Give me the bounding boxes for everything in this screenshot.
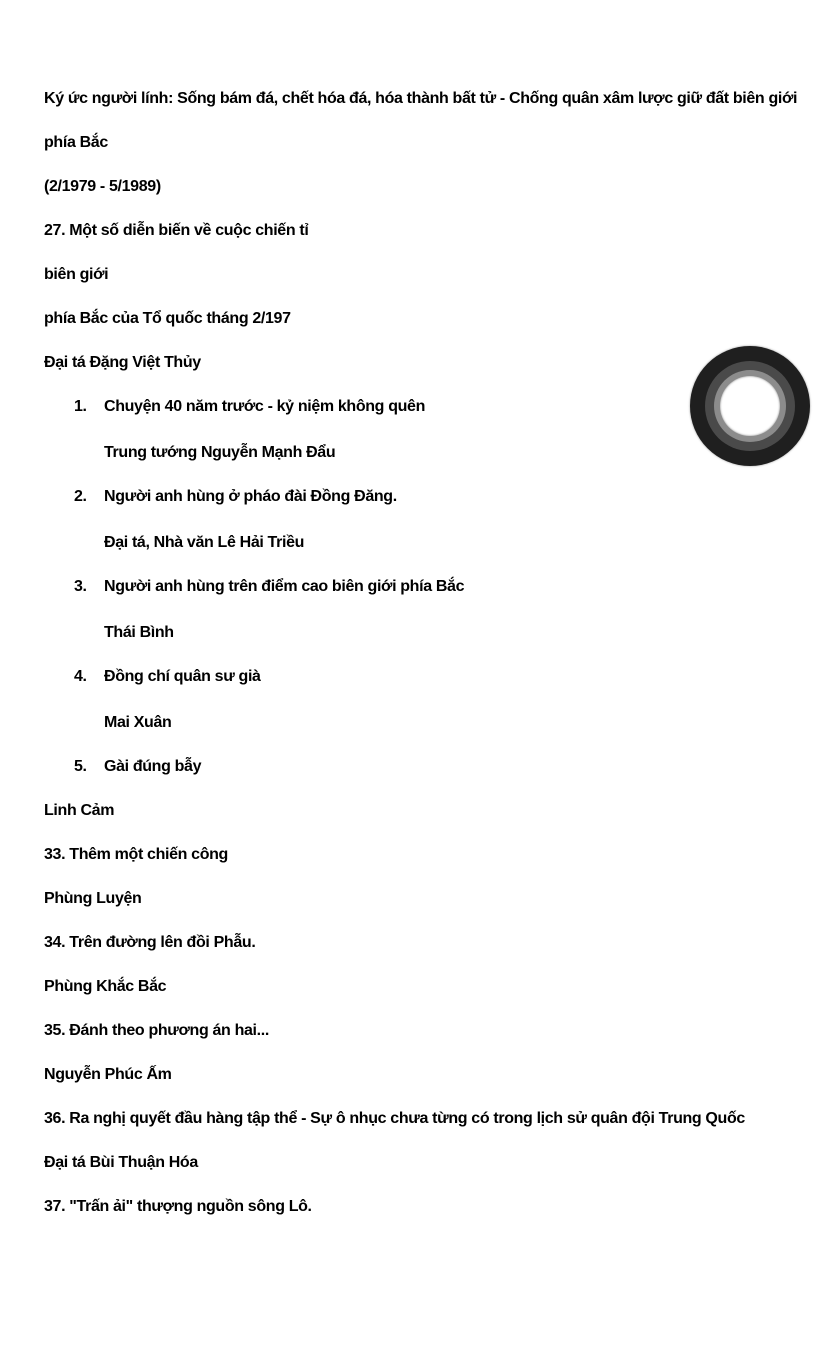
chapter-37-title: 37. "Trấn ải" thượng nguồn sông Lô. [44,1198,312,1215]
chapter-27-title-cont-1: biên giới [44,266,109,283]
list-item-number: 4. [74,668,87,685]
chapter-27-author: Đại tá Đặng Việt Thủy [44,354,201,371]
list-item [44,576,814,598]
assistive-touch-button[interactable] [690,346,810,466]
chapter-35-author: Nguyễn Phúc Ấm [44,1066,172,1083]
list-item [44,756,814,778]
list-item-author: Đại tá, Nhà văn Lê Hải Triều [104,534,305,551]
list-item-title: Chuyện 40 năm trước - kỷ niệm không quên [104,398,426,415]
list-item [44,666,814,688]
list-item-author: Thái Bình [104,624,174,641]
assistive-touch-core [720,376,780,436]
list-item-number: 2. [74,488,87,505]
list-item-title: Người anh hùng trên điểm cao biên giới phía Bắc [104,578,465,595]
book-title-line-1: Ký ức người lính: Sống bám đá, chết hóa đá, hóa thành bất tử - Chống quân xâm lược giữ đất biên giới [44,90,798,107]
list-item-number: 1. [74,398,87,415]
list-item-title: Người anh hùng ở pháo đài Đồng Đăng. [104,488,397,505]
list-item-number: 3. [74,578,87,595]
chapter-36-title: 36. Ra nghị quyết đầu hàng tập thể - Sự ô nhục chưa từng có trong lịch sử quân đội Trung Quốc [44,1110,745,1127]
list-item-number: 5. [74,758,87,775]
chapter-27-title-cont-2: phía Bắc của Tổ quốc tháng 2/197 [44,310,291,327]
chapter-27-title: 27. Một số diễn biến về cuộc chiến tỉ [44,222,309,239]
chapter-33-author: Phùng Luyện [44,890,142,907]
chapter-36-author: Đại tá Bùi Thuận Hóa [44,1154,198,1171]
book-title-line-2: phía Bắc [44,134,108,151]
document-body [44,88,814,1240]
list-item-author: Trung tướng Nguyễn Mạnh Đẩu [104,444,336,461]
list-item-author: Mai Xuân [104,714,172,731]
list-item-title: Gài đúng bẫy [104,758,202,775]
chapter-35-title: 35. Đánh theo phương án hai... [44,1022,269,1039]
chapter-33-title: 33. Thêm một chiến công [44,846,228,863]
author-line: Linh Cảm [44,802,115,819]
chapter-34-author: Phùng Khắc Bắc [44,978,167,995]
list-item [44,486,814,508]
book-date-range: (2/1979 - 5/1989) [44,178,161,195]
list-item-title: Đồng chí quân sư già [104,668,261,685]
chapter-34-title: 34. Trên đường lên đồi Phẫu. [44,934,256,951]
